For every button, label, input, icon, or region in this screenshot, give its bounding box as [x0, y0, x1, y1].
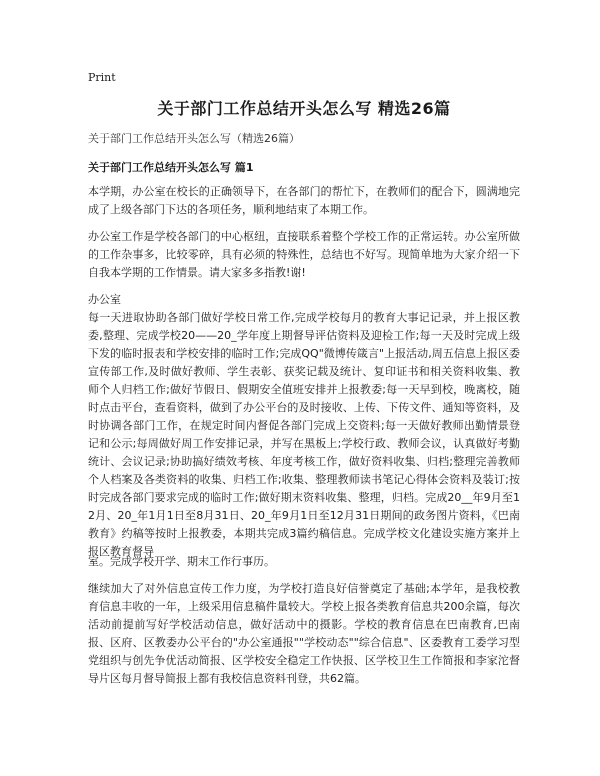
page-title: 关于部门工作总结开头怎么写 精选26篇	[157, 99, 451, 118]
paragraph-daily-work: 每一天进取协助各部门做好学校日常工作,完成学校每月的教育大事记记录，并上报区教委,整理、完成学校20——20_学年度上期督导评估资料及迎检工作;每一天及时完成上级下发的临时报表和学校安排的临时工作;完成QQ"微博传箴言"上报活动,周五信息上报区委宣传部工作,及时做好教师、学生表彰、获奖记载及统计、复印证书和相关资料收集、教师个人归档工作;做好节假日、假期安全值班安排并上报教委;每一天早到校，晚离校，随时点击平台，查看资料，做到了办公平台的及时接收、上传、下传文件、通知等资料，及时协调各部门工作，在规定时间内督促各部门完成上交资料;每一天做好教师出勤情景登记和公示;每周做好周工作安排记录，并写在黑板上;学校行政、教师会议，认真做好考勤统计、会议记录;协助搞好绩效考核、年度考核工作，做好资料收集、归档;整理完善教师个人档案及各类资料的收集、归档工作;收集、整理教师读书笔记心得体会资料及装订;按时完成各部门要求完成的临时工作;做好期末资料收集、整理，归档。完成20__年9月至12月、20_年1月1日至8月31日、20_年9月1日至12月31日期间的政务图片资料，《巴南教育》约稿等按时上报教委，本期共完成3篇约稿信息。完成学校文化建设实施方案并上报区教育督导	[88, 311, 520, 558]
paragraph-calendar: 室。完成学校开学、期末工作行事历。	[88, 555, 275, 568]
document-subtitle: 关于部门工作总结开头怎么写（精选26篇）	[88, 132, 300, 145]
paragraph-publicity: 继续加大了对外信息宣传工作力度，为学校打造良好信誉奠定了基础;本学年，是我校教育信息丰收的一年，上级采用信息稿件量较大。学校上报各类教育信息共200余篇，每次活动前提前写好学校活动信息，做好活动中的摄影。学校的教育信息在巴南教育,巴南报、区府、区教委办公平台的"办公室通报""学校动态""综合信息"、区委教育工委学习型党组织与创先争优活动简报、区学校安全稳定工作快报、区学校卫生工作简报和李家沱督导片区每月督导简报上都有我校信息资料刊登，共62篇。	[88, 582, 520, 685]
paragraph-intro: 本学期，办公室在校长的正确领导下，在各部门的帮忙下，在教师们的配合下，圆满地完成了上级各部门下达的各项任务，顺利地结束了本期工作。	[88, 185, 520, 216]
paragraph-overview: 办公室工作是学校各部门的中心枢纽，直接联系着整个学校工作的正常运转。办公室所做的工作杂事多，比较零碎，具有必须的特殊性，总结也不好写。现简单地为大家介绍一下自我本学期的工作情景。请大家多多指教!谢!	[88, 230, 520, 279]
section-heading: 关于部门工作总结开头怎么写 篇1	[88, 161, 254, 174]
paragraph-office-heading: 办公室	[88, 293, 121, 306]
print-label[interactable]: Print	[88, 71, 116, 84]
